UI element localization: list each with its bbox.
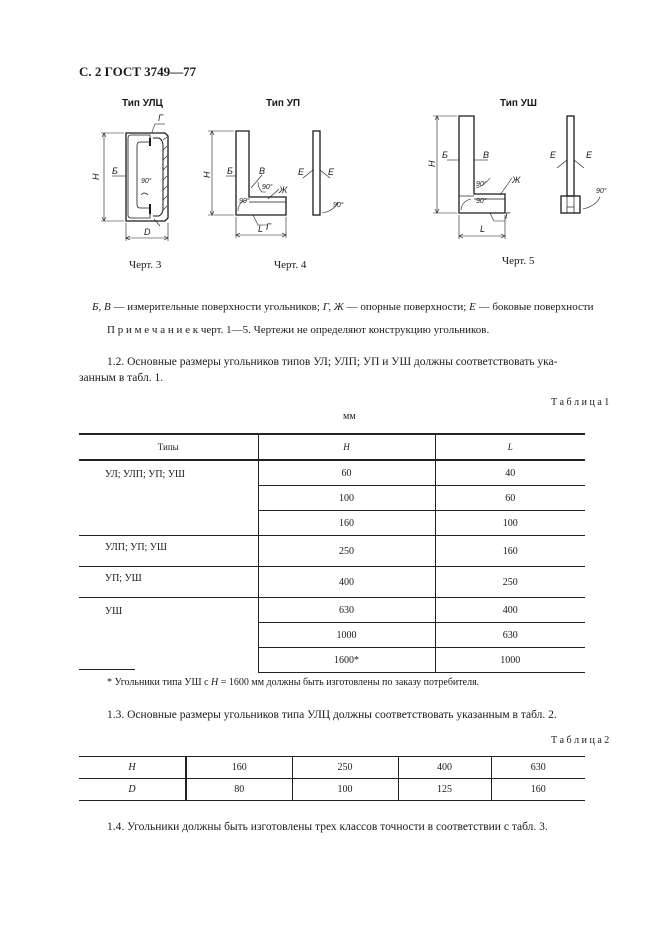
svg-text:90°: 90° (262, 184, 273, 191)
table2-cell: 100 (292, 779, 398, 801)
figure5-title: Тип УШ (500, 98, 537, 109)
figure4-drawing (208, 131, 338, 238)
svg-text:H: H (427, 160, 437, 167)
svg-text:90°: 90° (141, 178, 152, 185)
svg-text:Е: Е (550, 150, 557, 160)
figure4-title: Тип УП (266, 98, 301, 109)
svg-text:Е: Е (586, 150, 593, 160)
table1-cell-l: 630 (435, 623, 585, 648)
svg-text:Б: Б (227, 166, 233, 176)
table1-type-cell: УЛП; УП; УШ (79, 536, 258, 567)
table1-cell-l: 40 (435, 460, 585, 486)
svg-text:Е: Е (298, 167, 305, 177)
surfaces-legend: Б, В — измерительные поверхности угольников; Г, Ж — опорные поверхности; Е — боковые поверхности (92, 301, 594, 313)
svg-text:В: В (483, 150, 490, 160)
table1-type-cell: УП; УШ (79, 567, 258, 598)
table2-label: Т а б л и ц а 2 (551, 735, 610, 746)
figure3-caption: Черт. 3 (129, 259, 162, 271)
table1-header-row (79, 434, 585, 460)
table1-head-l: L (435, 434, 585, 460)
table1-head-types: Типы (79, 434, 258, 460)
table-row (79, 757, 585, 779)
svg-text:Б: Б (112, 166, 118, 176)
svg-text:Е: Е (328, 167, 335, 177)
table1-cell-h: 1600* (258, 648, 435, 673)
table1 (79, 433, 585, 673)
svg-text:В: В (259, 166, 266, 176)
svg-text:Г: Г (266, 222, 271, 232)
paragraph-1-2-line1: 1.2. Основные размеры угольников типов УЛ; УЛП; УП и УШ должны соответствовать ука- (107, 356, 558, 368)
table1-cell-h: 100 (258, 486, 435, 511)
table-row (79, 598, 585, 623)
svg-text:Г: Г (158, 113, 163, 123)
svg-text:L: L (480, 224, 486, 234)
svg-text:D: D (144, 227, 151, 237)
table1-cell-h: 160 (258, 511, 435, 536)
footnote: * Угольники типа УШ с H = 1600 мм должны быть изготовлены по заказу потребителя. (107, 677, 480, 688)
svg-text:90°: 90° (476, 198, 487, 205)
svg-text:Б: Б (442, 150, 448, 160)
table2-cell: 400 (398, 757, 491, 779)
table1-head-h: H (258, 434, 435, 460)
table2-cell: 125 (398, 779, 491, 801)
table1-cell-l: 250 (435, 567, 585, 598)
figure4-caption: Черт. 4 (274, 259, 307, 271)
table1-type-cell: УШ (79, 598, 258, 673)
svg-text:Г: Г (505, 211, 510, 221)
paragraph-1-2-line2: занным в табл. 1. (79, 372, 164, 384)
table-row (79, 567, 585, 598)
table1-cell-l: 1000 (435, 648, 585, 673)
svg-text:90°: 90° (476, 181, 487, 188)
svg-text:Ж: Ж (279, 185, 288, 195)
svg-text:L: L (258, 224, 264, 234)
svg-text:90°: 90° (596, 188, 607, 195)
table1-label: Т а б л и ц а 1 (551, 397, 610, 408)
svg-text:Ж: Ж (512, 175, 521, 185)
svg-text:H: H (91, 173, 101, 180)
table2-row-label: D (79, 779, 186, 801)
svg-text:90°: 90° (333, 202, 344, 209)
table2-row-label: H (79, 757, 186, 779)
table2-cell: 250 (292, 757, 398, 779)
page-header: С. 2 ГОСТ 3749—77 (79, 64, 197, 79)
table1-cell-l: 60 (435, 486, 585, 511)
paragraph-1-3: 1.3. Основные размеры угольников типа УЛЦ должны соответствовать указанным в табл. 2. (107, 709, 557, 721)
table2-cell: 630 (491, 757, 585, 779)
figure3-title: Тип УЛЦ (122, 98, 163, 109)
table1-cell-h: 400 (258, 567, 435, 598)
table-row (79, 536, 585, 567)
table1-cell-l: 160 (435, 536, 585, 567)
table1-cell-l: 100 (435, 511, 585, 536)
table1-cell-h: 1000 (258, 623, 435, 648)
drawing-note: П р и м е ч а н и е к черт. 1—5. Чертежи не определяют конструкцию угольников. (107, 324, 490, 336)
table1-cell-l: 400 (435, 598, 585, 623)
svg-text:H: H (202, 171, 212, 178)
footnote-rule (79, 669, 135, 670)
table2-cell: 80 (186, 779, 292, 801)
table1-unit: мм (343, 411, 356, 422)
table2-cell: 160 (186, 757, 292, 779)
table1-cell-h: 630 (258, 598, 435, 623)
table1-cell-h: 250 (258, 536, 435, 567)
table2-cell: 160 (491, 779, 585, 801)
table-row (79, 460, 585, 486)
figure5-caption: Черт. 5 (502, 255, 535, 267)
table1-cell-h: 60 (258, 460, 435, 486)
technical-drawings (0, 0, 661, 290)
table2 (79, 756, 585, 801)
paragraph-1-4: 1.4. Угольники должны быть изготовлены трех классов точности в соответствии с табл. 3. (107, 821, 548, 833)
table1-type-cell: УЛ; УЛП; УП; УШ (79, 460, 258, 536)
figure3-drawing (101, 124, 168, 241)
svg-text:90°: 90° (239, 198, 250, 205)
table-row (79, 779, 585, 801)
